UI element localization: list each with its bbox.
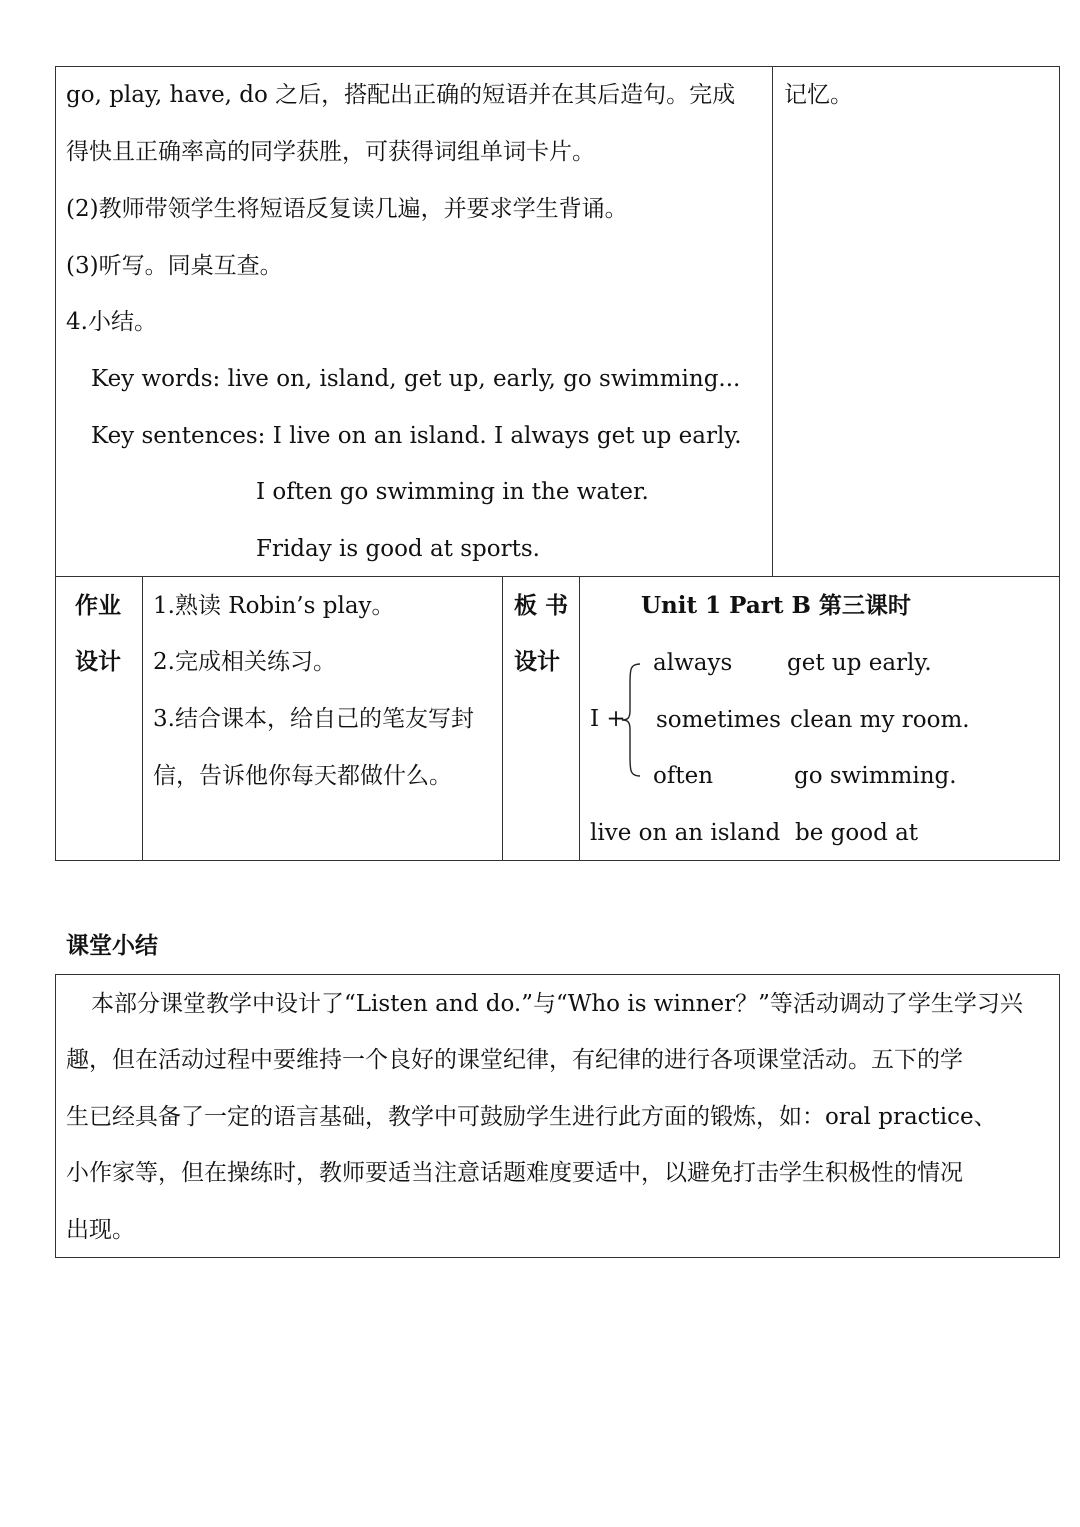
summary-line-4: 小作家等，但在操练时，教师要适当注意话题难度要适中，以避免打击学生积极性的情况 bbox=[66, 1160, 963, 1186]
step-line-5: 4.小结。 bbox=[66, 309, 157, 335]
key-sentences-line: Key sentences: I live on an island. I always get up early. bbox=[91, 423, 742, 449]
lesson-table-row-divider bbox=[55, 576, 1060, 577]
step-line-3: (2)教师带领学生将短语反复读几遍，并要求学生背诵。 bbox=[66, 196, 628, 222]
homework-label-1: 作业 bbox=[75, 592, 121, 619]
board-subject: I + bbox=[590, 706, 626, 732]
homework-label-2: 设计 bbox=[75, 648, 121, 675]
step-line-4: (3)听写。同桌互查。 bbox=[66, 253, 283, 279]
board-extra-left: live on an island bbox=[590, 820, 781, 846]
lesson-table-divider bbox=[772, 66, 773, 577]
homework-item-4: 信，告诉他你每天都做什么。 bbox=[153, 763, 452, 789]
board-extra-right: be good at bbox=[795, 820, 919, 846]
summary-line-1: 本部分课堂教学中设计了“Listen and do.”与“Who is winner？”等活动调动了学生学习兴 bbox=[91, 991, 1023, 1017]
board-label-divider bbox=[579, 576, 580, 861]
summary-line-2: 趣，但在活动过程中要维持一个良好的课堂纪律，有纪律的进行各项课堂活动。五下的学 bbox=[66, 1047, 963, 1073]
board-phrase-2: clean my room. bbox=[790, 707, 970, 733]
board-frequency-sometimes: sometimes bbox=[656, 707, 781, 733]
summary-line-5: 出现。 bbox=[66, 1217, 135, 1243]
board-phrase-1: get up early. bbox=[787, 650, 932, 676]
lesson-table bbox=[55, 66, 1060, 861]
step-line-2: 得快且正确率高的同学获胜，可获得词组单词卡片。 bbox=[66, 139, 595, 165]
board-title: Unit 1 Part B 第三课时 bbox=[641, 592, 911, 619]
homework-item-2: 2.完成相关练习。 bbox=[153, 649, 336, 675]
key-sentence-3: Friday is good at sports. bbox=[256, 536, 540, 562]
summary-heading: 课堂小结 bbox=[66, 932, 158, 959]
board-frequency-often: often bbox=[653, 763, 714, 789]
homework-content-divider bbox=[502, 576, 503, 861]
side-note: 记忆。 bbox=[784, 82, 853, 108]
summary-line-3: 生已经具备了一定的语言基础，教学中可鼓励学生进行此方面的锻炼，如：oral practice、 bbox=[66, 1104, 997, 1130]
board-label-2: 设计 bbox=[514, 648, 560, 675]
key-sentence-2: I often go swimming in the water. bbox=[256, 479, 649, 505]
board-phrase-3: go swimming. bbox=[794, 763, 957, 789]
homework-item-3: 3.结合课本，给自己的笔友写封 bbox=[153, 706, 474, 732]
key-words-line: Key words: live on, island, get up, early, go swimming... bbox=[91, 366, 741, 392]
board-label-1: 板 书 bbox=[514, 592, 569, 619]
step-line-1: go, play, have, do 之后，搭配出正确的短语并在其后造句。完成 bbox=[66, 82, 736, 108]
curly-brace-icon bbox=[620, 660, 644, 780]
board-frequency-always: always bbox=[653, 650, 733, 676]
homework-label-divider bbox=[142, 576, 143, 861]
homework-item-1: 1.熟读 Robin’s play。 bbox=[153, 593, 395, 619]
